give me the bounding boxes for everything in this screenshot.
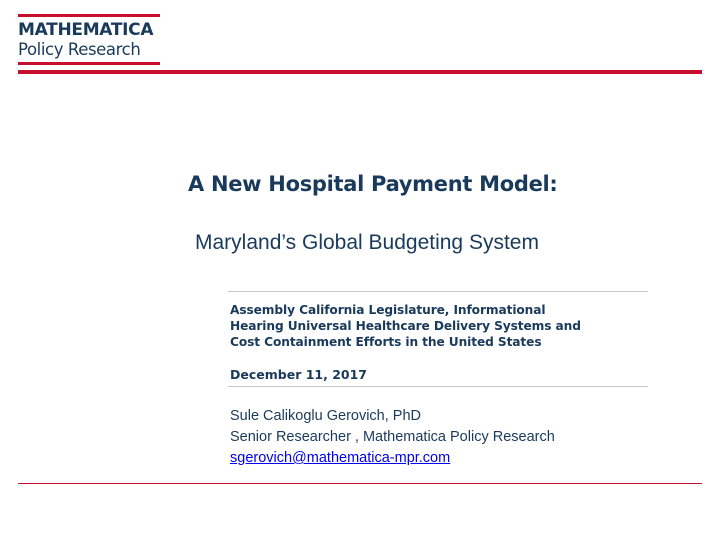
event-line-2: Hearing Universal Healthcare Delivery Systems and <box>230 319 581 333</box>
presenter-email-link[interactable]: sgerovich@mathematica-mpr.com <box>230 450 451 466</box>
logo-tagline: Policy Research <box>18 40 141 59</box>
presenter-role: Senior Researcher , Mathematica Policy Research <box>230 429 555 445</box>
event-description <box>230 302 650 350</box>
logo-wordmark: MATHEMATICA <box>18 20 154 40</box>
mathematica-logo <box>18 14 160 65</box>
footer-divider <box>18 483 702 484</box>
date-divider <box>228 386 648 387</box>
logo-bottom-rule <box>18 62 160 65</box>
slide-subtitle: Maryland’s Global Budgeting System <box>195 231 539 254</box>
presentation-date: December 11, 2017 <box>230 367 367 382</box>
presenter-name: Sule Calikoglu Gerovich, PhD <box>230 408 422 424</box>
event-line-1: Assembly California Legislature, Informational <box>230 303 546 317</box>
event-line-3: Cost Containment Efforts in the United States <box>230 335 542 349</box>
presenter-info <box>230 406 555 469</box>
event-top-divider <box>228 291 648 292</box>
header-divider <box>18 70 702 74</box>
slide-title: A New Hospital Payment Model: <box>188 172 558 196</box>
logo-top-rule <box>18 14 160 17</box>
